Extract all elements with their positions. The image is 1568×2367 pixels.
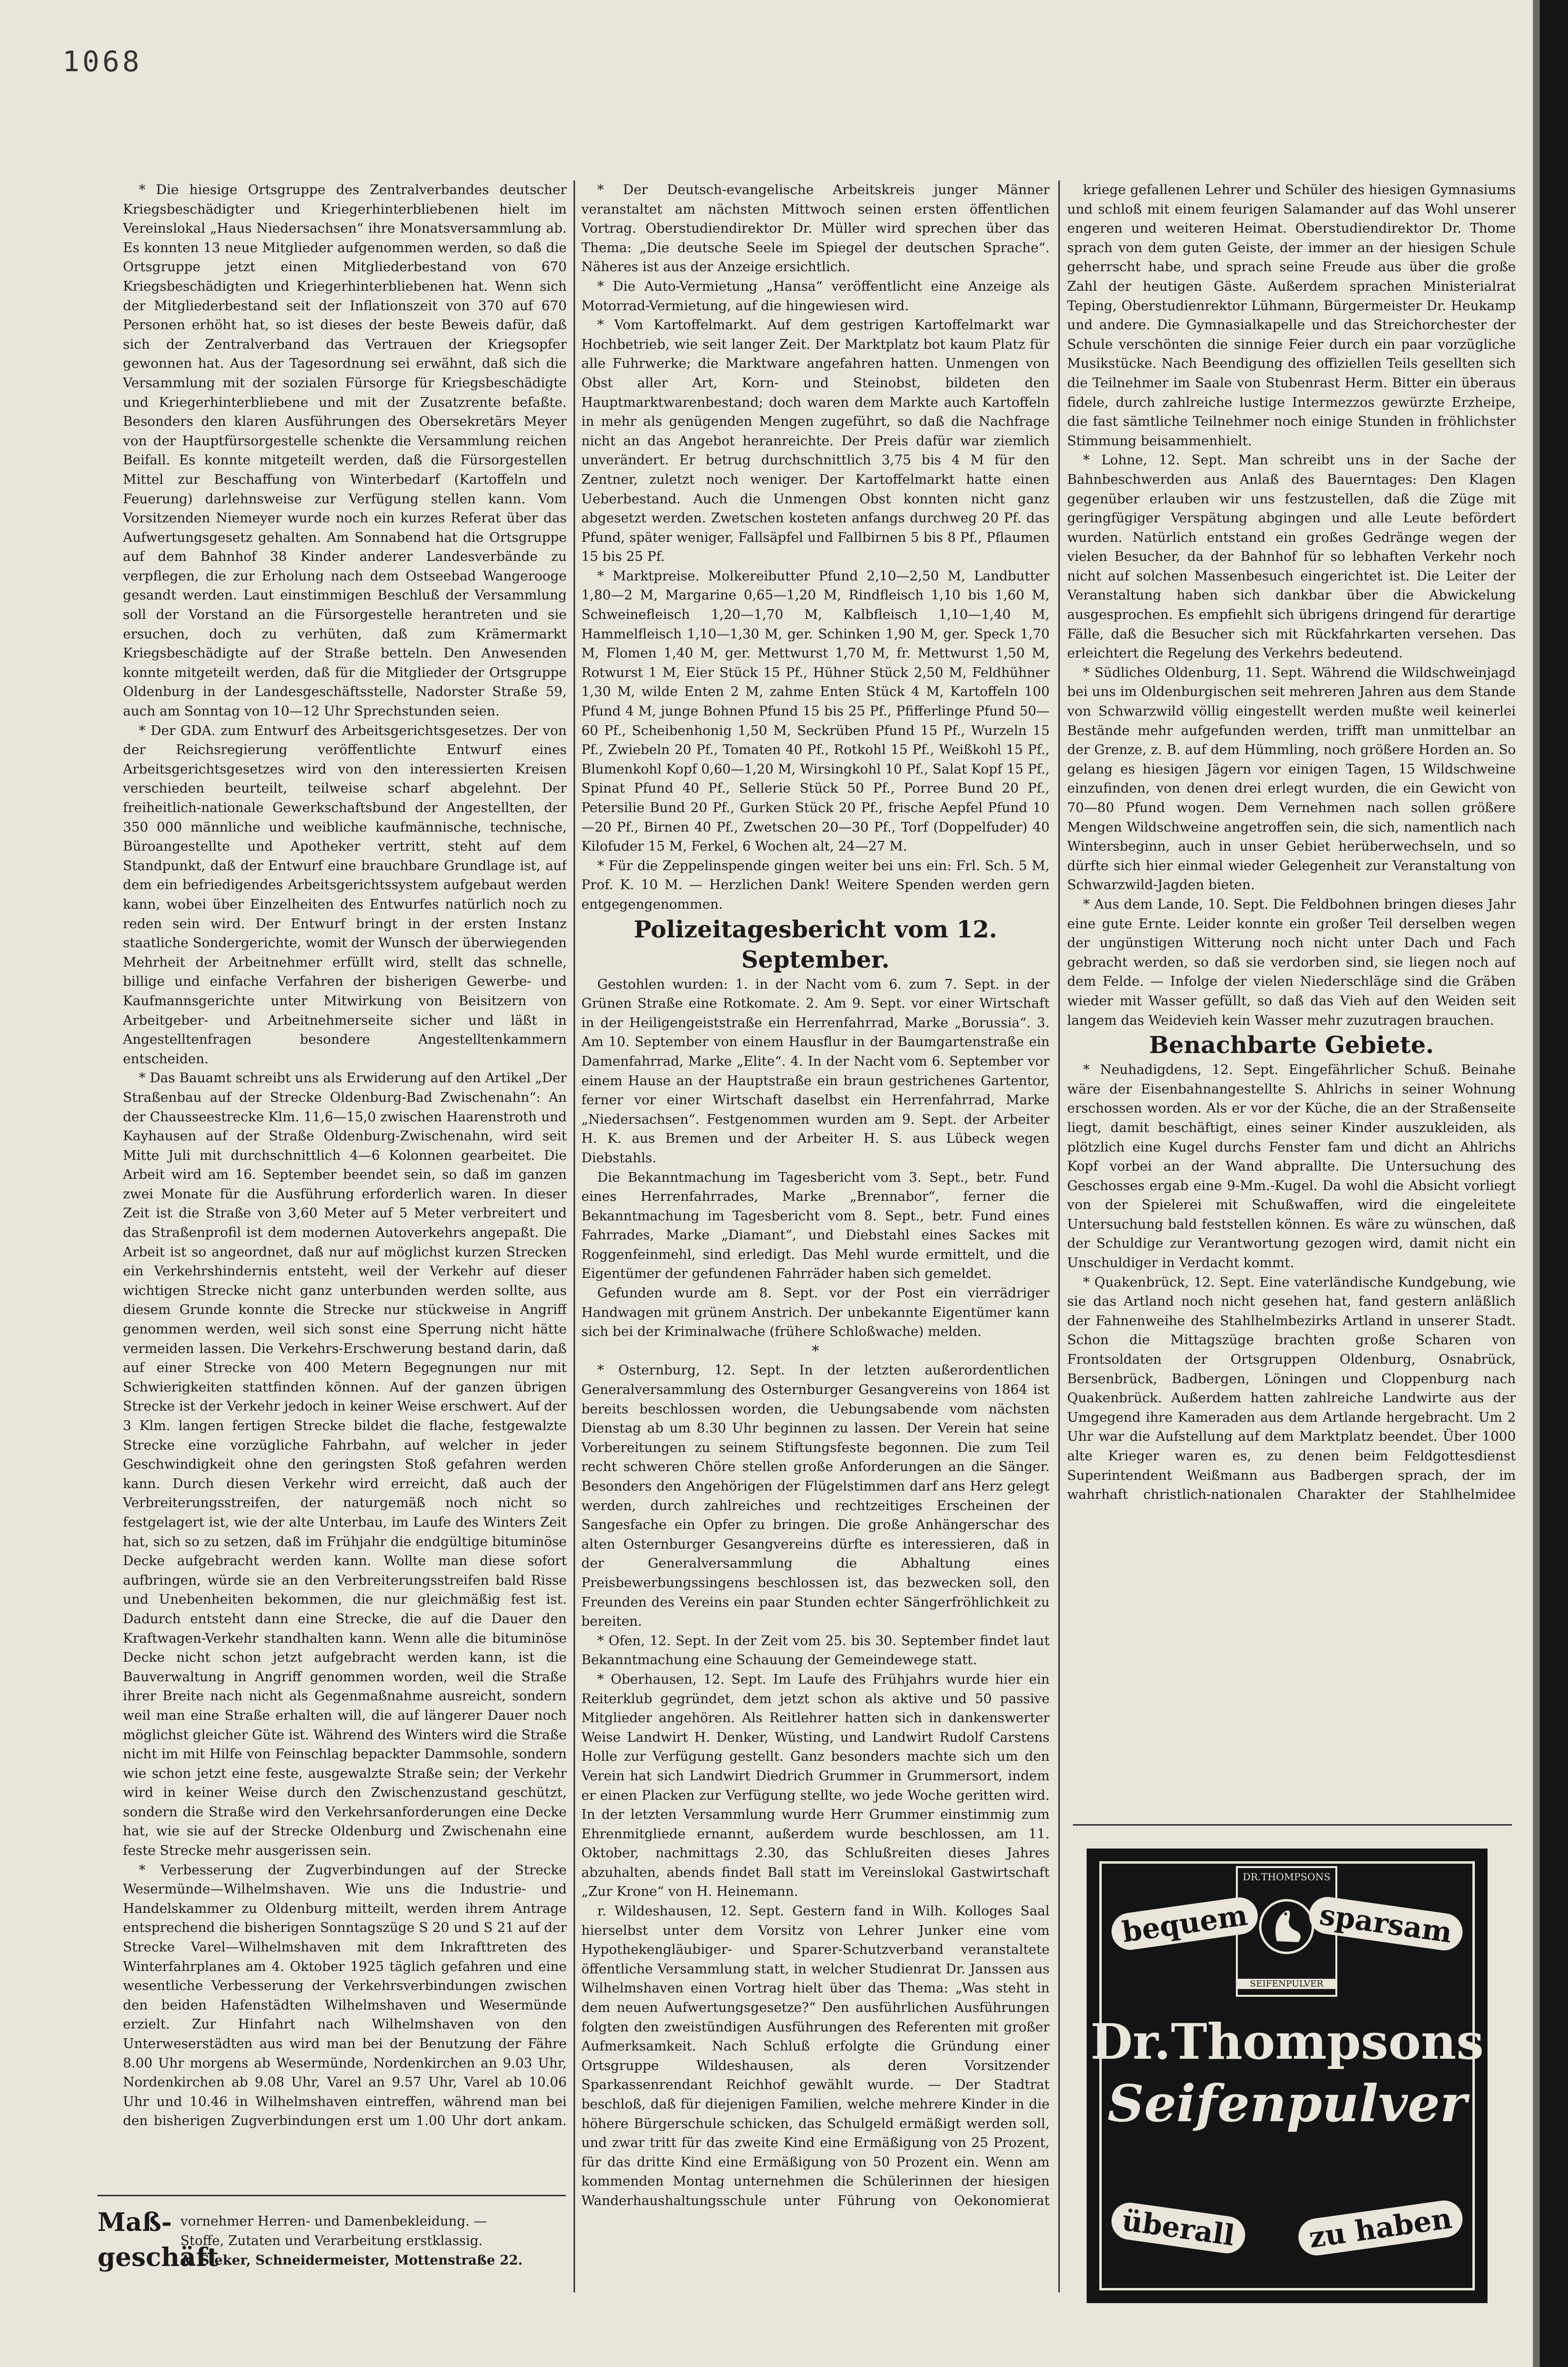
ad-slogan-sparsam: sparsam (1307, 1894, 1465, 1952)
package-product-text: SEIFENPULVER (1238, 1979, 1335, 1989)
ad-separator-rule (98, 2195, 566, 2196)
police-report-heading: Polizeitagesbericht vom 12. September. (634, 915, 997, 974)
column-rule (574, 180, 575, 2292)
article-paragraph: Gestohlen wurden: 1. in der Nacht vom 6. zum 7. Sept. in der Grünen Straße eine Rotkomate. 2. Am 9. Sept. vor einer Wirtschaft in der Heiligengeiststraße ein Herrenfahrrad, Marke „Borussia“. 3. Am 10. September von einem Hausflur in der Baumgartenstraße ein Damenfahrrad, Marke „Elite“. 4. In der Nacht vom 6. September vor einem Hause an der Hauptstraße ein braun gestrichenes Gartentor, ferner vor einer Wirtschaft daselbst ein Herrenfahrrad, Marke „Niedersachsen“. Festgenommen wurden am 9. Sept. der Arbeiter H. K. aus Bremen und der Arbeiter H. S. aus Lübeck wegen Diebstahls. (581, 976, 1050, 1166)
article-paragraph: Gefunden wurde am 8. Sept. vor der Post ein vierrädriger Handwagen mit grünem Anstrich. Der unbekannte Eigentümer kann sich bei der Kriminalwache (frühere Schloßwache) melden. (581, 1286, 1050, 1340)
article-paragraph: * Aus dem Lande, 10. Sept. Die Feldbohnen bringen dieses Jahr eine gute Ernte. Leider konnte ein großer Teil derselben wegen der ungünstigen Witterung noch nicht unter Dach und Fach gebracht werden, so daß sie verdorben sind, sie liegen noch auf dem Felde. — Infolge der vielen Niederschläge sind die Gräben wieder mit Wasser gefüllt, so daß das Vieh auf den Weiden seit langem das Weidevieh kein Wasser mehr zuzutragen brauchen. (1067, 896, 1516, 1028)
section-rule (1073, 1824, 1512, 1826)
neighbour-regions-heading: Benachbarte Gebiete. (1149, 1032, 1434, 1059)
article-paragraph: * Oberhausen, 12. Sept. Im Laufe des Frühjahrs wurde hier ein Reiterklub gegründet, dem jetzt schon als aktive und 50 passive Mitglieder angehören. Als Reitlehrer hatten sich in dankenswerter Weise Landwirt H. Denker, Wüsting, und Landwirt Rudolf Carstens Holle zur Verfügung gestellt. Ganz besonders machte sich um den Verein hat sich Landwirt Diedrich Grummer in Grummersort, indem er einen Placken zur Verfügung stellte, wo jede Woche geritten wird. In der letzten Versammlung wurde Herr Grummer einstimmig zum Ehrenmitgliede ernannt, außerdem wurde beschlossen, am 11. Oktober, nachmittags 2.30, das Schlußreiten dieses Jahres abzuhalten, abends findet Ball statt im Vereinslokal Gastwirtschaft „Zur Krone“ von H. Heinemann. (581, 1671, 1050, 1900)
column-rule (1058, 180, 1060, 2292)
tailor-ad-label-line: geschäft (98, 2243, 219, 2272)
tailor-advertisement (98, 2202, 566, 2290)
soap-powder-advertisement (1087, 1849, 1488, 2303)
tailor-ad-text (180, 2212, 566, 2270)
ad-slogan-zu-haben: zu haben (1296, 2198, 1465, 2258)
article-paragraph: * Quakenbrück, 12. Sept. Eine vaterländische Kundgebung, wie sie das Artland noch nicht gesehen hat, fand gestern anläßlich der Fahnenweihe des Stahlhelmbezirks Artland in unserer Stadt. Schon die Mittagszüge brachten große Scharen von Frontsoldaten der Ortsgruppen Oldenburg, Osnabrück, Bersenbrück, Badbergen, Löningen und Cloppenburg nach Quakenbrück. Außerdem hatten zahlreiche Landwirte aus der Umgegend ihre Kameraden aus dem Artlande hergebracht. Um 2 Uhr war die Aufstellung auf dem Marktplatz beendet. Über 1000 alte Krieger waren es, zu denen beim Feldgottesdienst Superintendent Weißmann aus Badbergen sprach, der im wahrhaft christlich-nationalen Charakter der Stahlhelmidee (1067, 1274, 1516, 1502)
article-paragraph: * Die hiesige Ortsgruppe des Zentralverbandes deutscher Kriegsbeschädigter und Kriegerhinterbliebenen hielt im Vereinslokal „Haus Niedersachsen“ ihre Monatsversammlung ab. Es konnten 13 neue Mitglieder aufgenommen werden, so daß die Ortsgruppe jetzt einen Mitgliederbestand von 670 Kriegsbeschädigten und Kriegerhinterbliebenen hat. Wenn sich der Mitgliederbestand seit der Inflationszeit von 370 auf 670 Personen erhöht hat, so ist dieses der beste Beweis dafür, daß sich der Zentralverband das Vertrauen der Kriegsopfer gewonnen hat. Aus der Tagesordnung sei erwähnt, daß sich die Versammlung mit der sozialen Fürsorge für Kriegsbeschädigte und Kriegerhinterbliebene und mit der Zusatzrente befaßte. Besonders den klaren Ausführungen des Obersekretärs Meyer von der Hauptfürsorgestelle schenkte die Versammlung reichen Beifall. Es konnte mitgeteilt werden, daß die Fürsorgestellen Mittel zur Beschaffung von Winterbedarf (Kartoffeln und Feuerung) darlehnsweise zur Verfügung stellen kann. Vom Vorsitzenden Niemeyer wurde noch ein kurzes Referat über das Aufwertungsgesetz gehalten. Am Sonnabend hat die Ortsgruppe auf dem Bahnhof 38 Kinder anderer Landesverbände zu verpflegen, die zur Erholung nach dem Ostseebad Wangerooge gesandt werden. Laut einstimmigen Beschluß der Versammlung soll der Vorstand an die Fürsorgestelle herantreten und sie ersuchen, doch zu verhüten, daß zum Krämermarkt Kriegsbeschädigte auf der Straße betteln. Den Anwesenden konnte mitgeteilt werden, daß für die Mitglieder der Ortsgruppe Oldenburg in der Landesgeschäftsstelle, Nadorster Straße 59, auch am Sonntag von 10—12 Uhr Sprechstunden seien. (123, 182, 567, 719)
article-paragraph: * Der Deutsch-evangelische Arbeitskreis junger Männer veranstaltet am nächsten Mittwoch seinen ersten öffentlichen Vortrag. Oberstudiendirektor Dr. Müller wird sprechen über das Thema: „Die deutsche Seele im Spiegel der deutschen Sprache“. Näheres ist aus der Anzeige ersichtlich. (581, 182, 1050, 275)
scan-edge-strip (1540, 0, 1568, 2367)
article-paragraph: * Neuhadigdens, 12. Sept. Eingefährlicher Schuß. Beinahe wäre der Eisenbahnangestellte S. Ahlrichs in seiner Wohnung erschossen worden. Als er vor der Küche, die an der Straßenseite liegt, damit beschäftigt, eines seiner Kinder auszukleiden, als plötzlich eine Kugel durchs Fenster fam und dicht an Ahlrichs Kopf vorbei an der Wand abprallte. Die Untersuchung des Geschosses ergab eine 9-Mm.-Kugel. Da wohl die Absicht vorliegt von der Spielerei mit Schußwaffen, wird die eingeleitete Untersuchung bald feststellen können. Es wäre zu wünschen, daß der Schuldige zur Verantwortung gezogen wird, damit nicht ein Unschuldiger in Verdacht kommt. (1067, 1062, 1516, 1271)
article-paragraph: * Verbesserung der Zugverbindungen auf der Strecke Wesermünde—Wilhelmshaven. Wie uns die Industrie- und Handelskammer zu Oldenburg mitteilt, werden ihrem Antrage entsprechend die bisherigen Sonntagszüge S 20 und S 21 auf der Strecke Varel—Wilhelmshaven mit dem Inkrafttreten des Winterfahrplanes am 4. Oktober 1925 täglich gefahren und eine wesentliche Verbesserung der Verkehrsverbindungen zwischen den beiden Hafenstädten Wilhelmshaven und Wesermünde erzielt. Zur Hinfahrt nach Wilhelmshaven von den Unterweserstädten aus wird man bei der Benutzung der Fähre 8.00 Uhr morgens ab Wesermünde, Nordenkirchen an 9.03 Uhr, Nordenkirchen ab 9.08 Uhr, Varel an 9.57 Uhr, Varel ab 10.06 Uhr und 10.46 in Wilhelmshaven eintreffen, während man bei den bisherigen Zugverbindungen erst um 1.00 Uhr dort ankam. (123, 1862, 567, 2129)
article-paragraph: r. Wildeshausen, 12. Sept. Gestern fand in Wilh. Kolloges Saal hierselbst unter dem Vorsitz von Lehrer Junker eine vom Hypothekengläubiger- und Sparer-Schutzverband veranstaltete öffentliche Versammlung statt, in welcher Studienrat Dr. Janssen aus Wilhelmshaven einen Vortrag hielt über das Thema: „Was steht in dem neuen Aufwertungsgesetze?“ Den ausführlichen Ausführungen folgten den zweistündigen Ausführungen des Referenten mit großer Aufmerksamkeit. Nach Schluß erfolgte die Gründung einer Ortsgruppe Wildeshausen, als deren Vorsitzender Sparkassenrendant Reichhof gewählt wurde. — Der Stadtrat beschloß, daß für diejenigen Familien, welche mehrere Kinder in die höhere Bürgerschule schicken, das Schulgeld ermäßigt werden soll, und zwar tritt für das zweite Kind eine Ermäßigung von 25 Prozent, für das dritte Kind eine Ermäßigung von 50 Prozent ein. Wenn am kommenden Montag unternehmen die Schülerinnen der hiesigen Wanderhaushaltungsschule unter Führung von Oekonomierat (581, 1904, 1050, 2208)
article-paragraph: * Die Auto-Vermietung „Hansa“ veröffentlicht eine Anzeige als Motorrad-Vermietung, auf die hingewiesen wird. (581, 278, 1050, 314)
package-brand-text: DR.THOMPSONS (1243, 1871, 1330, 1883)
column-2 (581, 180, 1050, 2209)
ad-product-name: Seifenpulver (1107, 2073, 1467, 2133)
column-1 (123, 180, 567, 2131)
tailor-ad-line: vornehmer Herren- und Damenbekleidung. — (180, 2214, 487, 2229)
article-paragraph: * Marktpreise. Molkereibutter Pfund 2,10—2,50 M, Landbutter 1,80—2 M, Margarine 0,65—1,20 M, Rindfleisch 1,10 bis 1,60 M, Schweinefleisch 1,20—1,70 M, Kalbfleisch 1,10—1,40 M, Hammelfleisch 1,10—1,30 M, ger. Schinken 1,90 M, ger. Speck 1,70 M, Flomen 1,40 M, ger. Mettwurst 1,70 M, fr. Mettwurst 1,50 M, Rotwurst 1 M, Eier Stück 15 Pf., Hühner Stück 2,50 M, Feldhühner 1,30 M, wilde Enten 2 M, zahme Enten Stück 4 M, Kartoffeln 100 Pfund 4 M, junge Bohnen Pfund 15 bis 25 Pf., Pfifferlinge Pfund 50—60 Pf., Scheibenhonig 1,50 M, Seckrüben Pfund 15 Pf., Wurzeln 15 Pf., Zwiebeln 20 Pf., Tomaten 40 Pf., Rotkohl 15 Pf., Weißkohl 15 Pf., Blumenkohl Kopf 0,60—1,20 M, Wirsingkohl 10 Pf., Salat Kopf 15 Pf., Spinat Pfund 40 Pf., Sellerie Stück 50 Pf., Porree Bund 20 Pf., Petersilie Bund 20 Pf., Gurken Stück 20 Pf., frische Aepfel Pfund 10—20 Pf., Birnen 40 Pf., Zwetschen 20—30 Pf., Torf (Doppelfuder) 40 Kilofuder 15 M, Ferkel, 6 Wochen alt, 24—27 M. (581, 568, 1050, 855)
swan-icon (1257, 1892, 1316, 1961)
article-paragraph: * Vom Kartoffelmarkt. Auf dem gestrigen Kartoffelmarkt war Hochbetrieb, wie seit langer Zeit. Der Marktplatz bot kaum Platz für alle Fuhrwerke; die Marktware angefahren hatten. Unmengen von Obst aller Art, Korn- und Steinobst, bildeten den Hauptmarktwarenbestand; doch waren dem Markte auch Kartoffeln in mehr als genügenden Mengen zugeführt, so daß die Nachfrage nicht an das Angebot heranreichte. Der Preis dafür war ziemlich unverändert. Er betrug durchschnittlich 3,75 bis 4 M für den Zentner, zuletzt noch weniger. Der Kartoffelmarkt hatte einen Ueberbestand. Auch die Unmengen Obst konnten nicht ganz abgesetzt werden. Zwetschen kosteten anfangs durchweg 20 Pf. das Pfund, später weniger, Fallsäpfel und Fallbirnen 5 bis 8 Pf., Pflaumen 15 bis 25 Pf. (581, 318, 1050, 565)
article-paragraph: * Für die Zeppelinspende gingen weiter bei uns ein: Frl. Sch. 5 M, Prof. K. 10 M. — Herzlichen Dank! Weitere Spenden werden gern entgegengenommen. (581, 858, 1050, 912)
ad-slogan-bequem: bequem (1109, 1895, 1260, 1952)
article-paragraph: * Südliches Oldenburg, 11. Sept. Während die Wildschweinjagd bei uns im Oldenburgischen seit mehreren Jahren aus dem Stande von Schwarzwild völlig eingestellt werden mußte weil keinerlei Bestände mehr aufgefunden werden, trifft man unmittelbar an der Grenze, z. B. auf dem Hümmling, noch größere Horden an. So gelang es hiesigen Jägern vor einigen Tagen, 15 Wildschweine einzufinden, von denen drei erlegt wurden, die ein Gewicht von 70—80 Pfund wogen. Dem Vernehmen nach sollen größere Mengen Wildschweine angetroffen sein, die sich, namentlich nach Wintersbeginn, auch in unser Gebiet herüberwechseln, und so dürfte sich hier einmal wieder Gelegenheit zur Veranstaltung von Schwarzwild-Jagden bieten. (1067, 665, 1516, 893)
article-paragraph: kriege gefallenen Lehrer und Schüler des hiesigen Gymnasiums und schloß mit einem feurigen Salamander auf das Wohl unserer engeren und weiteren Heimat. Oberstudiendirektor Dr. Thome sprach von dem guten Geiste, der immer an der hiesigen Schule geherrscht habe, und sprach seine Freude aus über die große Zahl der heutigen Gäste. Außerdem sprachen Ministerialrat Teping, Oberstudienrektor Lühmann, Bürgermeister Dr. Heukamp und andere. Die Gymnasialkapelle und das Streichorchester der Schule verschönten die sinnige Feier durch ein paar vorzügliche Musikstücke. Nach Beendigung des offiziellen Teils gesellten sich die Teilnehmer im Saale von Stubenrast Herm. Bitter ein überaus fidele, durch zahlreiche lustige Intermezzos gewürzte Erzheipe, die fast sämtliche Teilnehmer noch einige Stunden in fröhlichster Stimmung beisammenhielt. (1067, 182, 1516, 449)
column-3 (1067, 180, 1516, 1502)
section-star-separator: * (812, 1342, 819, 1360)
article-paragraph: Die Bekanntmachung im Tagesbericht vom 3. Sept., betr. Fund eines Herrenfahrrades, Marke „Brennabor“, ferner die Bekanntmachung im Tagesbericht vom 8. Sept., betr. Fund eines Fahrrades, Marke „Diamant“, und Diebstahl eines Sackes mit Roggenfeinmehl, sind erledigt. Das Mehl wurde ermittelt, und die Eigentümer der gefundenen Fahrräder haben sich gemeldet. (581, 1170, 1050, 1282)
ad-brand-name: Dr.Thompsons (1090, 2013, 1484, 2070)
article-paragraph: * Lohne, 12. Sept. Man schreibt uns in der Sache der Bahnbeschwerden aus Anlaß des Bauerntages: Den Klagen gegenüber erlauben wir uns festzustellen, daß die Züge mit geringfügiger Verspätung abgingen und alle Leute befördert wurden. Natürlich entstand ein großes Gedränge wegen der vielen Besucher, da der Bahnhof für so lebhaften Verkehr noch nicht auf solchen Massenbesuch eingerichtet ist. Die Leiter der Veranstaltung haben sich dankbar über die Abwickelung ausgesprochen. Es empfiehlt sich übrigens dringend für derartige Fälle, daß die Besucher sich mit Rückfahrkarten versehen. Das erleichtert die Regelung des Verkehrs bedeutend. (1067, 453, 1516, 661)
page-number: 1068 (62, 45, 142, 78)
tailor-ad-label-line: Maß- (98, 2208, 172, 2237)
article-paragraph: * Ofen, 12. Sept. In der Zeit vom 25. bis 30. September findet laut Bekanntmachung eine Schauung der Gemeindewege statt. (581, 1633, 1050, 1668)
tailor-ad-line: A. Sieker, Schneidermeister, Mottenstraße 22. (180, 2253, 523, 2268)
article-paragraph: * Osternburg, 12. Sept. In der letzten außerordentlichen Generalversammlung des Osternburger Gesangvereins von 1864 ist bereits beschlossen worden, die Uebungsabende vom nächsten Dienstag ab um 8.30 Uhr beginnen zu lassen. Der Verein hat seine Vorbereitungen zu seinem Stiftungsfeste begonnen. Die zum Teil recht schweren Chöre stellen große Anforderungen an die Sänger. Besonders den Angehörigen der Flügelstimmen darf ans Herz gelegt werden, durch zahlreiches und rechtzeitiges Erscheinen der Sangesfache ein Opfer zu bringen. Die große Anhängerschar des alten Osternburger Gesangvereins dürfte es interessieren, daß in der Generalversammlung die Abhaltung eines Preisbewerbungssingens beschlossen ist, das bezwecken soll, den Freunden des Vereins ein paar Stunden echter Sängerfröhlichkeit zu bereiten. (581, 1363, 1050, 1630)
tailor-ad-line: Stoffe, Zutaten und Verarbeitung erstklassig. (180, 2233, 483, 2248)
article-paragraph: * Das Bauamt schreibt uns als Erwiderung auf den Artikel „Der Straßenbau auf der Strecke Oldenburg-Bad Zwischenahn“: An der Chausseestrecke Klm. 11,6—15,0 zwischen Haarenstroth und Kayhausen auf der Straße Oldenburg-Zwischenahn, wird seit Mitte Juli mit durchschnittlich 4—6 Kolonnen gearbeitet. Die Arbeit wird am 16. September beendet sein, so daß im ganzen zwei Monate für die Ausführung erforderlich waren. In dieser Zeit ist die Straße von 3,60 Meter auf 5 Meter verbreitert und das Straßenprofil ist dem modernen Autoverkehrs angepaßt. Die Arbeit ist so angeordnet, daß nur auf möglichst kurzen Strecken ein Verkehrshindernis entsteht, weil der Verkehr auf dieser wichtigen Strecke nicht ganz unterbunden werden sollte, aus diesem Grunde konnte die Strecke nur stückweise in Angriff genommen werden, weil sich sonst eine Sperrung nicht hätte vermeiden lassen. Die Verkehrs-Erschwerung bestand darin, daß auf einer Strecke von 400 Metern Begegnungen nur mit Schwierigkeiten stattfinden können. Auf der ganzen übrigen Strecke ist der Verkehr jedoch in keiner Weise erschwert. Auf der 3 Klm. langen fertigen Strecke bildet die flache, festgewalzte Strecke eine vorzügliche Fahrbahn, auf welcher in jeder Geschwindigkeit ohne den geringsten Stoß gefahren werden kann. Durch diesen Verkehr wird erreicht, daß auch der Verbreiterungsstreifen, der naturgemäß noch nicht so festgelagert ist, wie der alte Unterbau, im Laufe des Winters Zeit hat, sich so zu setzen, daß im Frühjahr die endgültige bituminöse Decke aufgebracht werden kann. Wollte man diese sofort aufbringen, würde sie an den Verbreiterungsstreifen bald Risse und Unebenheiten bekommen, die nur gleichmäßig fest ist. Dadurch entsteht dann eine Strecke, die auf die Dauer den Kraftwagen-Verkehr standhalten kann. Wenn alle die bituminöse Decke nicht schon jetzt aufgebracht werden kann, ist die Bauverwaltung in Angriff genommen worden, weil die Straße ihrer Breite nach nicht als Gegenmaßnahme ausreicht, sondern weil man eine Straße erhalten will, die auf längerer Dauer noch möglichst gleicher Güte ist. Während des Winters wird die Straße nicht im mit Hilfe von Feinschlag bepackter Dammsohle, sondern wie schon jetzt eine feste, ausgewalzte Straße sein; der Verkehr wird in keiner Weise durch den Zwischenzustand geschützt, sondern die Straße wird den Verkehrsanforderungen eine Decke hat, wie sie auf der Strecke Oldenburg und Zwischenahn eine feste Strecke mehr ausgerissen sein. (123, 1071, 567, 1859)
tailor-ad-label (98, 2205, 219, 2275)
article-paragraph: * Der GDA. zum Entwurf des Arbeitsgerichtsgesetzes. Der von der Reichsregierung veröffentlichte Entwurf eines Arbeitsgerichtsgesetzes wird von den interessierten Kreisen verschieden beurteilt, teilweise scharf abgelehnt. Der freiheitlich-nationale Gewerkschaftsbund der Angestellten, der 350 000 männliche und weibliche kaufmännische, technische, Büroangestellte und Apotheker vertritt, steht auf dem Standpunkt, daß der Entwurf eine brauchbare Grundlage ist, auf dem ein befriedigendes Arbeitsgerichtssystem aufgebaut werden kann, wobei über Einzelheiten des Entwurfes natürlich noch zu reden sein wird. Der Entwurf bringt in der ersten Instanz staatliche Sondergerichte, womit der Wunsch der überwiegenden Mehrheit der Arbeitnehmer erfüllt wird, stellt das schnelle, billige und einfache Verfahren der bisherigen Gewerbe- und Kaufmannsgerichte unter Mitwirkung von Beisitzern von Arbeitgeber- und Arbeitnehmerseite sicher und läßt in Angestelltenfragen besondere Angestelltenkammern entscheiden. (123, 723, 567, 1067)
ad-slogan-ueberall: überall (1109, 2200, 1248, 2256)
